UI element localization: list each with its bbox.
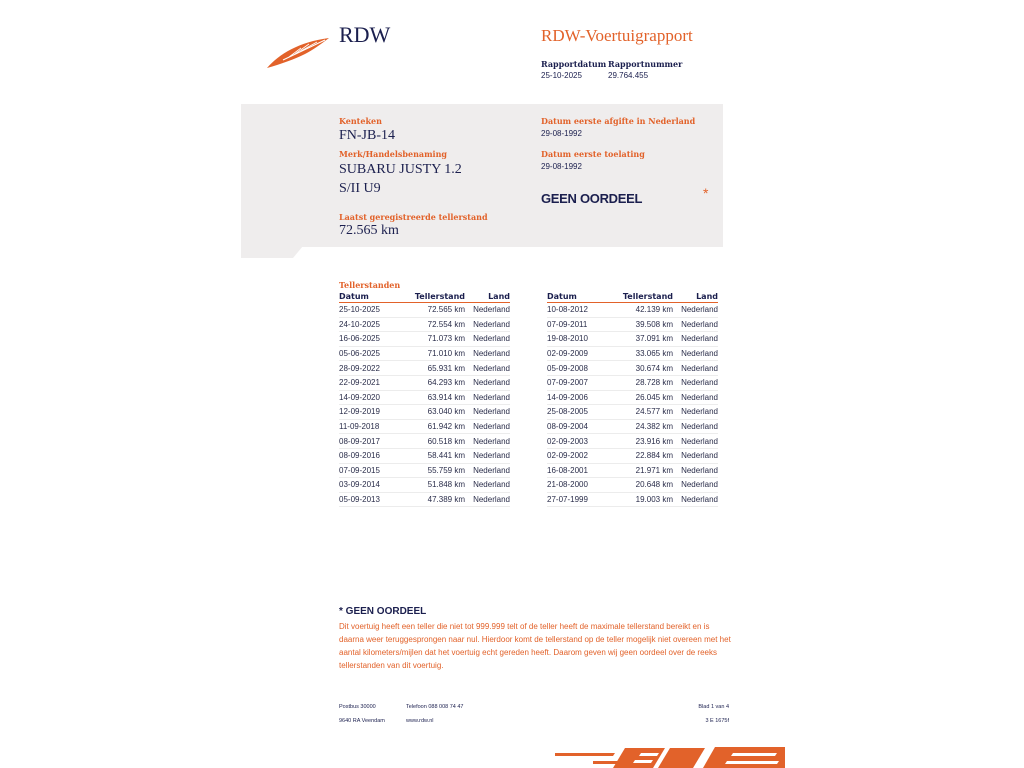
reading-country: Nederland [465, 375, 510, 390]
table-row [547, 317, 718, 332]
note-text: Dit voertuig heeft een teller die niet tot 999.999 telt of de teller heeft de maximale tellerstand bereikt en is daarna weer teruggesprongen naar nul. Hierdoor komt de tellerstand op de teller mogelijk niet overeen met het aantal kilometers/mijlen dat het voertuig echt gereden heeft. Daarom geven wij geen oordeel over de reeks tellerstanden van dit voertuig. [339, 622, 731, 670]
table-row [547, 434, 718, 449]
make-value-line1: SUBARU JUSTY 1.2 [339, 162, 462, 177]
table-row [547, 375, 718, 390]
table-row [339, 419, 510, 434]
reading-value: 42.139 km [619, 303, 673, 318]
panel-notch-decoration [241, 246, 303, 258]
reading-value: 58.441 km [411, 448, 465, 463]
reading-value: 28.728 km [619, 375, 673, 390]
reading-date: 08-09-2016 [339, 448, 411, 463]
reading-country: Nederland [673, 332, 718, 347]
table-row [547, 303, 718, 318]
reading-value: 71.073 km [411, 332, 465, 347]
reading-country: Nederland [465, 317, 510, 332]
reading-date: 25-10-2025 [339, 303, 411, 318]
table-row [547, 492, 718, 507]
reading-date: 03-09-2014 [339, 478, 411, 493]
reading-value: 63.914 km [411, 390, 465, 405]
reading-country: Nederland [465, 448, 510, 463]
report-date-label: Rapportdatum [541, 59, 607, 69]
reading-country: Nederland [465, 478, 510, 493]
reading-date: 25-08-2005 [547, 405, 619, 420]
reading-date: 12-09-2019 [339, 405, 411, 420]
reading-value: 55.759 km [411, 463, 465, 478]
reading-country: Nederland [673, 390, 718, 405]
reading-date: 02-09-2002 [547, 448, 619, 463]
table-header-row [339, 292, 510, 303]
reading-date: 05-06-2025 [339, 346, 411, 361]
table-row [547, 361, 718, 376]
reading-value: 61.942 km [411, 419, 465, 434]
table-row [547, 463, 718, 478]
readings-table-right [547, 292, 718, 507]
report-number: 29.764.455 [608, 71, 649, 80]
reading-country: Nederland [673, 478, 718, 493]
footer-page-number: Blad 1 van 4 [698, 704, 729, 710]
reading-date: 21-08-2000 [547, 478, 619, 493]
verdict: GEEN OORDEEL [541, 191, 643, 206]
reading-date: 02-09-2003 [547, 434, 619, 449]
reading-value: 39.508 km [619, 317, 673, 332]
first-issue-nl-value: 29-08-1992 [541, 129, 582, 138]
reading-country: Nederland [673, 361, 718, 376]
reading-date: 14-09-2020 [339, 390, 411, 405]
reading-country: Nederland [465, 405, 510, 420]
reading-date: 24-10-2025 [339, 317, 411, 332]
reading-value: 72.554 km [411, 317, 465, 332]
footer-postcode: 9640 RA Veendam [339, 718, 385, 724]
table-row [339, 434, 510, 449]
reading-value: 64.293 km [411, 375, 465, 390]
note-title: * GEEN OORDEEL [339, 606, 427, 617]
reading-country: Nederland [465, 492, 510, 507]
reading-value: 30.674 km [619, 361, 673, 376]
reading-country: Nederland [465, 361, 510, 376]
rdw-feather-logo-icon [265, 34, 331, 70]
reading-country: Nederland [673, 303, 718, 318]
odometer-value: 72.565 km [339, 223, 399, 238]
reading-value: 33.065 km [619, 346, 673, 361]
reading-value: 21.971 km [619, 463, 673, 478]
footer-code: 3 E 1675f [705, 718, 729, 724]
reading-country: Nederland [673, 375, 718, 390]
table-row [547, 478, 718, 493]
footer-postbox: Postbus 30000 [339, 704, 376, 710]
reading-country: Nederland [465, 390, 510, 405]
reading-date: 28-09-2022 [339, 361, 411, 376]
readings-title: Tellerstanden [339, 280, 401, 290]
reading-date: 10-08-2012 [547, 303, 619, 318]
table-row [547, 390, 718, 405]
table-row [547, 332, 718, 347]
table-row [339, 390, 510, 405]
reading-country: Nederland [465, 463, 510, 478]
reading-value: 63.040 km [411, 405, 465, 420]
table-row [339, 332, 510, 347]
table-header-row [547, 292, 718, 303]
reading-value: 65.931 km [411, 361, 465, 376]
plate-label: Kenteken [339, 116, 382, 126]
reading-date: 11-09-2018 [339, 419, 411, 434]
reading-date: 14-09-2006 [547, 390, 619, 405]
reading-country: Nederland [673, 492, 718, 507]
table-row [339, 361, 510, 376]
odometer-label: Laatst geregistreerde tellerstand [339, 212, 488, 222]
column-header-date: Datum [339, 292, 411, 303]
reading-value: 71.010 km [411, 346, 465, 361]
reading-country: Nederland [673, 346, 718, 361]
reading-value: 22.884 km [619, 448, 673, 463]
reading-country: Nederland [673, 434, 718, 449]
report-date: 25-10-2025 [541, 71, 582, 80]
make-value-line2: S/II U9 [339, 181, 381, 196]
table-row [339, 346, 510, 361]
table-row [339, 463, 510, 478]
reading-value: 19.003 km [619, 492, 673, 507]
reading-value: 24.577 km [619, 405, 673, 420]
reading-value: 47.389 km [411, 492, 465, 507]
reading-date: 16-08-2001 [547, 463, 619, 478]
reading-country: Nederland [465, 303, 510, 318]
reading-country: Nederland [673, 448, 718, 463]
reading-country: Nederland [673, 317, 718, 332]
column-header-country: Land [673, 292, 718, 303]
reading-value: 37.091 km [619, 332, 673, 347]
reading-value: 26.045 km [619, 390, 673, 405]
table-row [547, 405, 718, 420]
table-row [339, 375, 510, 390]
reading-value: 51.848 km [411, 478, 465, 493]
reading-value: 23.916 km [619, 434, 673, 449]
first-admission-value: 29-08-1992 [541, 162, 582, 171]
reading-country: Nederland [673, 463, 718, 478]
column-header-reading: Tellerstand [411, 292, 465, 303]
footer-phone: Telefoon 088 008 74 47 [406, 704, 464, 710]
reading-date: 07-09-2007 [547, 375, 619, 390]
table-row [339, 405, 510, 420]
table-row [339, 448, 510, 463]
reading-date: 27-07-1999 [547, 492, 619, 507]
plate-value: FN-JB-14 [339, 128, 396, 143]
reading-date: 16-06-2025 [339, 332, 411, 347]
footer-website[interactable]: www.rdw.nl [406, 718, 434, 724]
table-row [547, 419, 718, 434]
reading-date: 08-09-2004 [547, 419, 619, 434]
reading-country: Nederland [673, 419, 718, 434]
brand-name: RDW [339, 22, 391, 47]
first-admission-label: Datum eerste toelating [541, 149, 645, 159]
report-number-label: Rapportnummer [608, 59, 683, 69]
column-header-date: Datum [547, 292, 619, 303]
table-row [339, 317, 510, 332]
reading-date: 08-09-2017 [339, 434, 411, 449]
reading-value: 24.382 km [619, 419, 673, 434]
reading-country: Nederland [465, 332, 510, 347]
table-row [339, 492, 510, 507]
reading-date: 02-09-2009 [547, 346, 619, 361]
reading-country: Nederland [465, 419, 510, 434]
column-header-reading: Tellerstand [619, 292, 673, 303]
reading-date: 07-09-2015 [339, 463, 411, 478]
table-row [547, 448, 718, 463]
table-row [339, 303, 510, 318]
make-label: Merk/Handelsbenaming [339, 149, 448, 159]
reading-value: 72.565 km [411, 303, 465, 318]
reading-date: 07-09-2011 [547, 317, 619, 332]
reading-country: Nederland [465, 346, 510, 361]
table-row [547, 346, 718, 361]
verdict-asterisk: * [703, 185, 709, 201]
reading-value: 60.518 km [411, 434, 465, 449]
orange-stripes-icon [555, 745, 785, 768]
reading-date: 19-08-2010 [547, 332, 619, 347]
first-issue-nl-label: Datum eerste afgifte in Nederland [541, 116, 696, 126]
column-header-country: Land [465, 292, 510, 303]
reading-date: 22-09-2021 [339, 375, 411, 390]
reading-date: 05-09-2013 [339, 492, 411, 507]
readings-table-left [339, 292, 510, 507]
table-row [339, 478, 510, 493]
reading-date: 05-09-2008 [547, 361, 619, 376]
reading-value: 20.648 km [619, 478, 673, 493]
report-title: RDW-Voertuigrapport [541, 26, 693, 45]
reading-country: Nederland [465, 434, 510, 449]
reading-country: Nederland [673, 405, 718, 420]
